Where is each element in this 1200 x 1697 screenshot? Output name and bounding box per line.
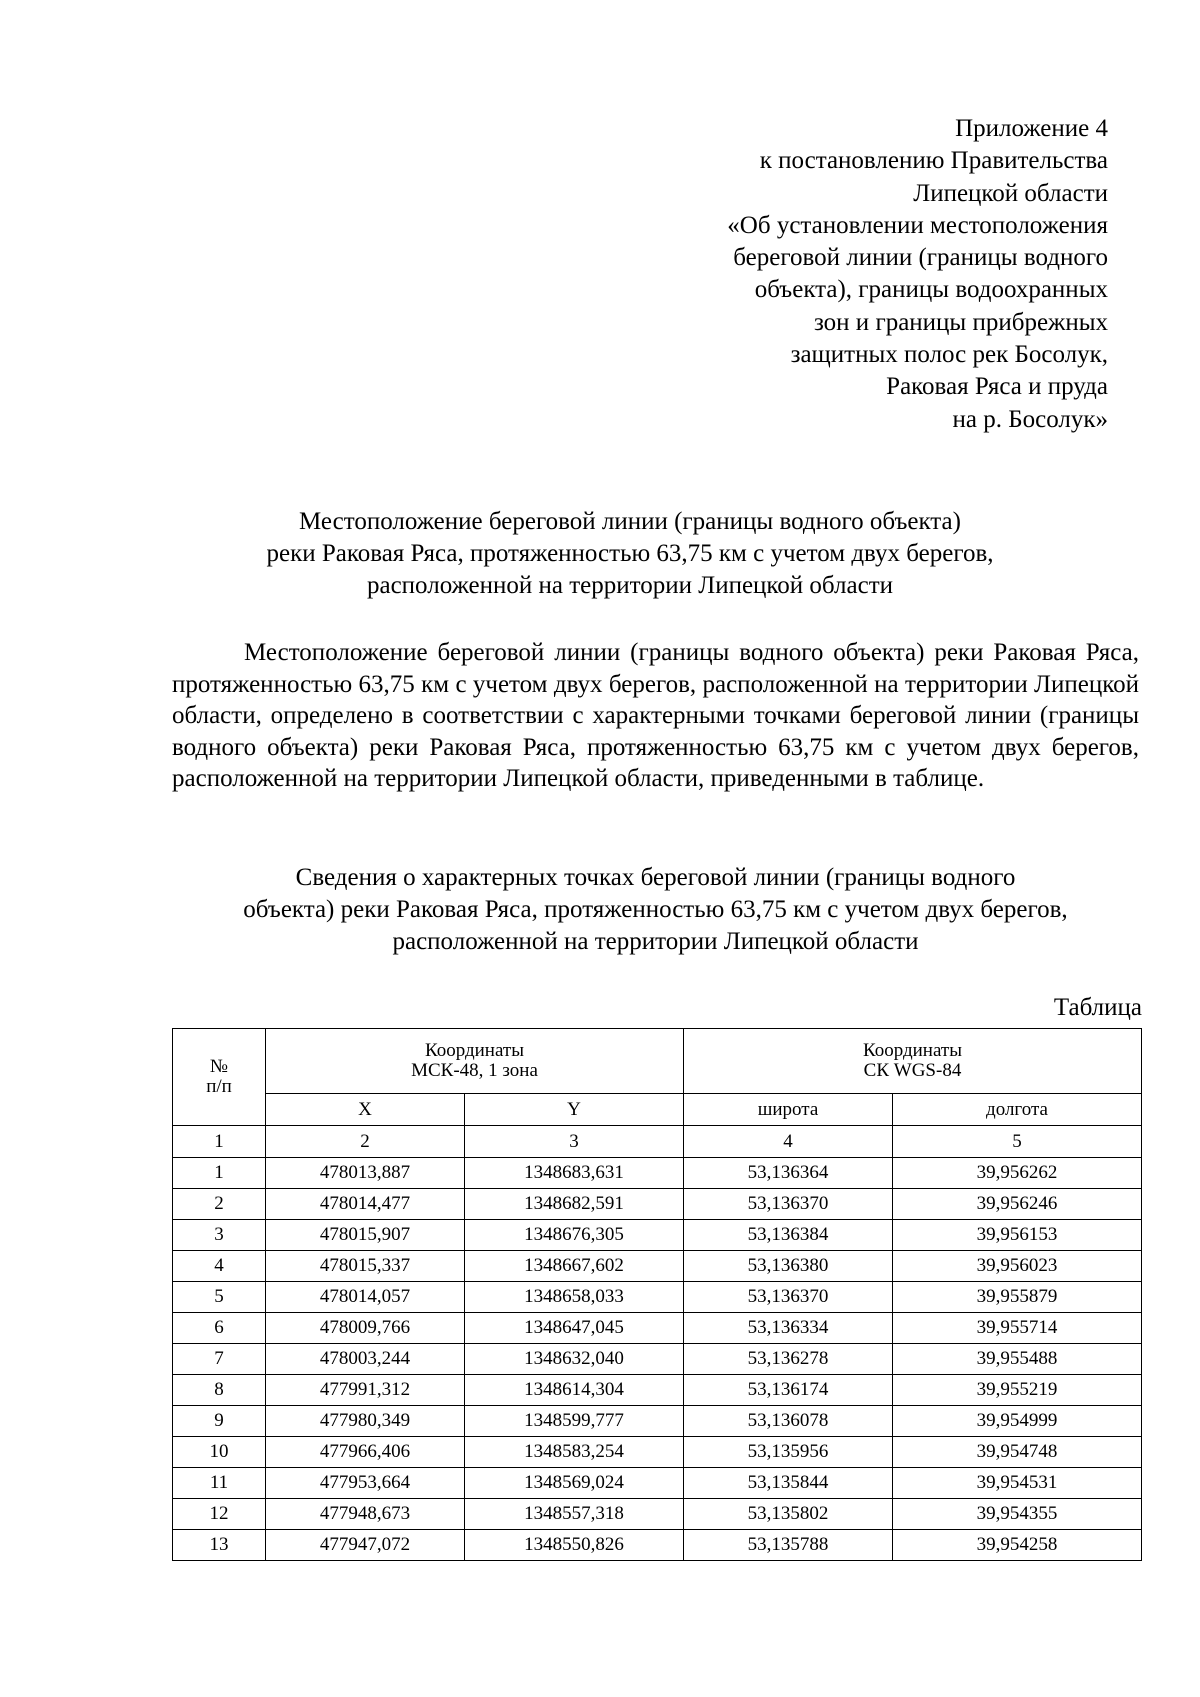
header-num-label: п/п: [206, 1076, 232, 1097]
cell-x: 477953,664: [266, 1468, 465, 1499]
cell-num: 1: [173, 1158, 266, 1189]
appendix-line: зон и границы прибрежных: [813, 308, 1108, 336]
column-number-row: [173, 1126, 1142, 1158]
cell-num: 8: [173, 1375, 266, 1406]
cell-lat: 53,136278: [684, 1344, 893, 1375]
table-row: [173, 1530, 1142, 1561]
appendix-line: Раковая Ряса и пруда: [886, 373, 1108, 401]
header-num: [173, 1029, 266, 1126]
appendix-line: Липецкой области: [913, 179, 1108, 207]
cell-y: 1348599,777: [465, 1406, 684, 1437]
subheader-row: [173, 1094, 1142, 1126]
header-msk-line1: Координаты: [425, 1040, 524, 1061]
cell-x: 478014,057: [266, 1282, 465, 1313]
document-title: [172, 506, 1088, 602]
cell-lat: 53,136380: [684, 1251, 893, 1282]
title-line: Местоположение береговой линии (границы водного объекта): [299, 508, 961, 535]
appendix-header: [727, 113, 1108, 436]
cell-lat: 53,135788: [684, 1530, 893, 1561]
table-caption: [172, 862, 1139, 958]
table-row: [173, 1282, 1142, 1313]
header-lat: широта: [684, 1094, 893, 1126]
cell-y: 1348647,045: [465, 1313, 684, 1344]
cell-x: 477966,406: [266, 1437, 465, 1468]
cell-lat: 53,136370: [684, 1189, 893, 1220]
appendix-line: к постановлению Правительства: [759, 147, 1108, 175]
cell-lon: 39,955714: [893, 1313, 1142, 1344]
column-number: 1: [173, 1126, 266, 1158]
cell-y: 1348667,602: [465, 1251, 684, 1282]
cell-x: 478013,887: [266, 1158, 465, 1189]
cell-lon: 39,956153: [893, 1220, 1142, 1251]
cell-x: 478015,907: [266, 1220, 465, 1251]
table-row: [173, 1251, 1142, 1282]
column-number: 3: [465, 1126, 684, 1158]
header-msk: [266, 1029, 684, 1094]
cell-lon: 39,954355: [893, 1499, 1142, 1530]
header-wgs-line2: СК WGS-84: [863, 1060, 962, 1081]
appendix-line: Приложение 4: [955, 115, 1108, 142]
cell-lat: 53,135802: [684, 1499, 893, 1530]
cell-y: 1348614,304: [465, 1375, 684, 1406]
appendix-line: на р. Боcолук»: [952, 405, 1108, 433]
cell-num: 3: [173, 1220, 266, 1251]
cell-lon: 39,956262: [893, 1158, 1142, 1189]
cell-num: 7: [173, 1344, 266, 1375]
coordinates-table: [172, 1028, 1142, 1561]
cell-num: 4: [173, 1251, 266, 1282]
cell-y: 1348682,591: [465, 1189, 684, 1220]
column-number: 5: [893, 1126, 1142, 1158]
cell-num: 6: [173, 1313, 266, 1344]
cell-x: 478003,244: [266, 1344, 465, 1375]
cell-y: 1348583,254: [465, 1437, 684, 1468]
cell-lat: 53,135844: [684, 1468, 893, 1499]
table-row: [173, 1499, 1142, 1530]
cell-y: 1348557,318: [465, 1499, 684, 1530]
cell-lon: 39,954531: [893, 1468, 1142, 1499]
cell-lon: 39,956023: [893, 1251, 1142, 1282]
column-number: 4: [684, 1126, 893, 1158]
table-row: [173, 1189, 1142, 1220]
cell-x: 477948,673: [266, 1499, 465, 1530]
header-x: X: [266, 1094, 465, 1126]
cell-num: 12: [173, 1499, 266, 1530]
cell-num: 5: [173, 1282, 266, 1313]
cell-num: 10: [173, 1437, 266, 1468]
cell-lat: 53,136334: [684, 1313, 893, 1344]
cell-y: 1348683,631: [465, 1158, 684, 1189]
caption-line: Сведения о характерных точках береговой линии (границы водного: [295, 864, 1016, 891]
caption-line: расположенной на территории Липецкой области: [392, 928, 919, 955]
body-paragraph: Местоположение береговой линии (границы водного объекта) реки Раковая Ряса, протяженностью 63,75 км с учетом двух берегов, расположенной на территории Липецкой области, определено в соответствии с характерными точками береговой линии (границы водного объекта) реки Раковая Ряса, протяженностью 63,75 км с учетом двух берегов, расположенной на территории Липецкой области, приведенными в таблице.: [172, 639, 1139, 793]
table-row: [173, 1344, 1142, 1375]
header-msk-line2: МСК-48, 1 зона: [411, 1060, 538, 1081]
cell-lon: 39,954258: [893, 1530, 1142, 1561]
header-wgs-line1: Координаты: [863, 1040, 962, 1061]
cell-num: 13: [173, 1530, 266, 1561]
cell-x: 478014,477: [266, 1189, 465, 1220]
cell-num: 2: [173, 1189, 266, 1220]
cell-lat: 53,135956: [684, 1437, 893, 1468]
table-row: [173, 1220, 1142, 1251]
cell-lat: 53,136384: [684, 1220, 893, 1251]
table-row: [173, 1406, 1142, 1437]
table-row: [173, 1375, 1142, 1406]
header-row: [173, 1029, 1142, 1094]
caption-line: объекта) реки Раковая Ряса, протяженностью 63,75 км с учетом двух берегов,: [243, 896, 1068, 923]
appendix-line: береговой линии (границы водного: [733, 244, 1108, 272]
title-line: реки Раковая Ряса, протяженностью 63,75 км с учетом двух берегов,: [266, 540, 994, 567]
cell-lat: 53,136370: [684, 1282, 893, 1313]
cell-lon: 39,955219: [893, 1375, 1142, 1406]
table-row: [173, 1468, 1142, 1499]
header-wgs: [684, 1029, 1142, 1094]
appendix-line: объекта), границы водоохранных: [754, 276, 1108, 304]
header-lon: долгота: [893, 1094, 1142, 1126]
cell-x: 477991,312: [266, 1375, 465, 1406]
cell-num: 11: [173, 1468, 266, 1499]
appendix-line: защитных полос рек Боcолук,: [790, 341, 1108, 369]
cell-lat: 53,136078: [684, 1406, 893, 1437]
cell-x: 478015,337: [266, 1251, 465, 1282]
cell-lon: 39,955488: [893, 1344, 1142, 1375]
header-y: Y: [465, 1094, 684, 1126]
cell-lon: 39,955879: [893, 1282, 1142, 1313]
appendix-line: «Об установлении местоположения: [727, 211, 1108, 239]
cell-num: 9: [173, 1406, 266, 1437]
column-number: 2: [266, 1126, 465, 1158]
title-line: расположенной на территории Липецкой области: [366, 572, 893, 599]
cell-y: 1348658,033: [465, 1282, 684, 1313]
cell-y: 1348550,826: [465, 1530, 684, 1561]
cell-x: 478009,766: [266, 1313, 465, 1344]
cell-lon: 39,954748: [893, 1437, 1142, 1468]
cell-lat: 53,136174: [684, 1375, 893, 1406]
header-num-symbol: №: [209, 1056, 229, 1077]
cell-lon: 39,956246: [893, 1189, 1142, 1220]
cell-x: 477980,349: [266, 1406, 465, 1437]
cell-y: 1348676,305: [465, 1220, 684, 1251]
cell-lat: 53,136364: [684, 1158, 893, 1189]
cell-y: 1348569,024: [465, 1468, 684, 1499]
cell-y: 1348632,040: [465, 1344, 684, 1375]
table-row: [173, 1158, 1142, 1189]
cell-x: 477947,072: [266, 1530, 465, 1561]
table-row: [173, 1313, 1142, 1344]
table-label: Таблица: [1053, 994, 1142, 1021]
cell-lon: 39,954999: [893, 1406, 1142, 1437]
table-row: [173, 1437, 1142, 1468]
